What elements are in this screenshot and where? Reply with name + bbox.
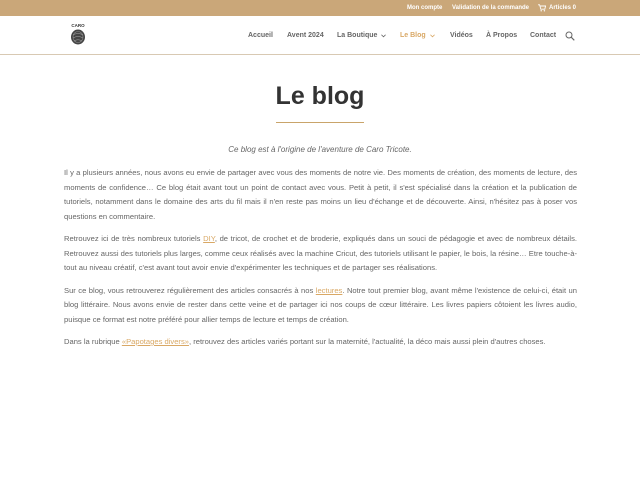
nav-videos[interactable]: Vidéos [450,32,473,39]
papotages-divers-link[interactable]: «Papotages divers» [121,337,189,346]
paragraph-4 [64,335,577,350]
paragraph-3-text-b: . Notre tout premier blog, avant même l'existence de celui-ci, était un blog littéraire. Nous avons envie de rester dans cette veine et de partager ici nos coups de cœur littéraire. Les livres papiers côtoient les livres audio, puisque ce format est notre préféré pour allier temps de lecture et temps de création. [64,285,577,324]
paragraph-3-text-a: Sur ce blog, vous retrouverez régulièrement des articles consacrés à nos [64,285,316,295]
search-icon[interactable] [565,31,575,41]
diy-link[interactable]: DIY [203,234,215,243]
paragraph-2-text-b: , de tricot, de crochet et de broderie, expliqués dans un souci de pédagogie et avec de nombreux détails. Retrouvez aussi des tutoriels plus larges, comme ceux réalisés avec la machine Cricut, des tutoriels utilisant le papier, le bois, la résine… Etre touche-à-tout au niveau créatif, c'est avant tout avoir envie d'expérimenter les techniques et de partager ses réalisations. [64,234,577,272]
logo-text: CARO [71,23,85,28]
account-link[interactable]: Mon compte [407,5,443,11]
chevron-down-icon [430,34,435,38]
cart-icon[interactable] [538,4,546,12]
cart-link[interactable]: Articles 0 [549,5,577,11]
nav-le-blog[interactable]: Le Blog [400,32,426,39]
nav-avent-2024[interactable]: Avent 2024 [287,32,324,39]
paragraph-3 [64,284,577,328]
nav-contact[interactable]: Contact [530,32,557,39]
paragraph-4-text-a: Dans la rubrique [64,337,122,346]
checkout-link[interactable]: Validation de la commande [452,5,530,11]
page-title: Le blog [275,82,365,110]
top-bar [0,0,640,16]
chevron-down-icon [381,34,386,38]
nav-la-boutique[interactable]: La Boutique [337,32,378,39]
title-divider [276,122,364,123]
lectures-link[interactable]: lectures [315,285,343,295]
paragraph-1: Il y a plusieurs années, nous avons eu envie de partager avec vous des moments de notre vie. Des moments de création, des moments de lecture, des moments de confidence… Ce blog était avant tout un point de contact avec vous. Petit à petit, il s'est spécialisé dans la création et la publication de tutoriels, notamment dans le domaine des arts du fil mais il n'en reste pas moins un lieu d'échange et de découverte. Ainsi, n'hésitez pas à poser vos questions en commentaire. [64,168,577,221]
nav-accueil[interactable]: Accueil [248,32,273,39]
site-header [0,16,640,55]
blog-description [64,166,577,358]
intro-text: Ce blog est à l'origine de l'aventure de Caro Tricote. [228,145,412,154]
nav-a-propos[interactable]: À Propos [486,32,518,39]
logo-icon[interactable] [66,22,90,48]
paragraph-2-text-a: Retrouvez ici de très nombreux tutoriels [64,234,204,243]
paragraph-2 [64,232,577,276]
paragraph-4-text-b: , retrouvez des articles variés portant sur la maternité, l'actualité, la déco mais aussi plein d'autres choses. [188,337,546,346]
